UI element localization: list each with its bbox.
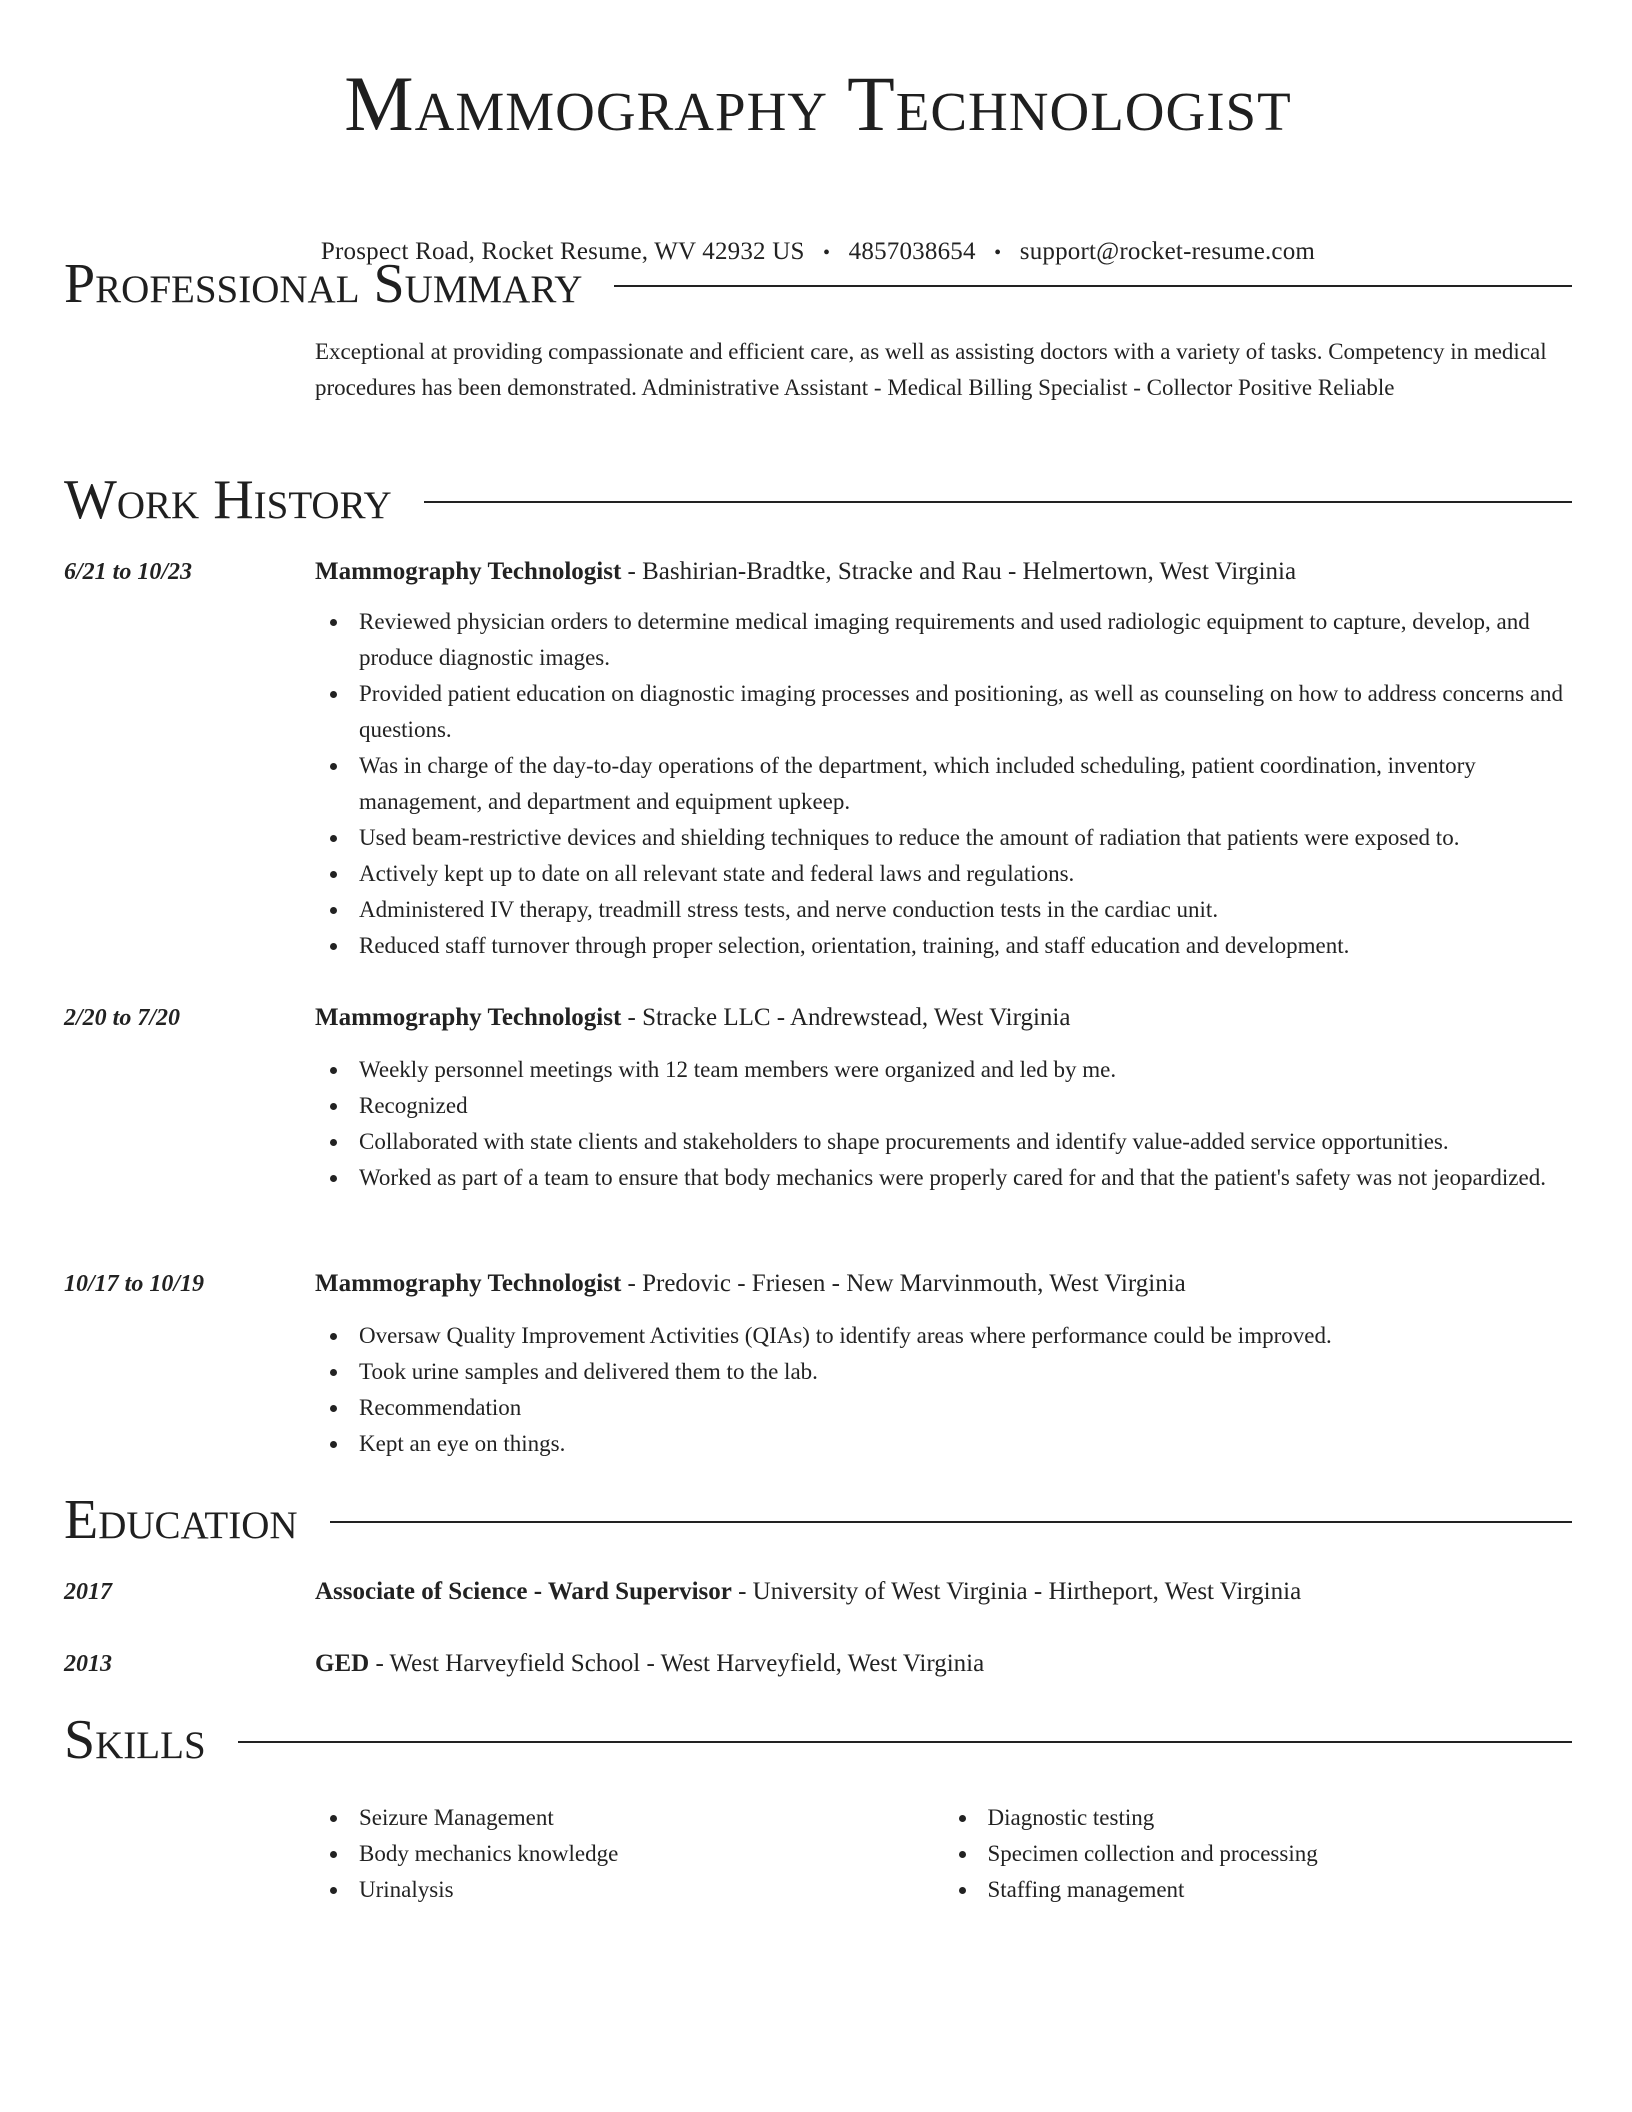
job-dates: 6/21 to 10/23 [64,559,193,585]
contact-separator: • [823,242,831,264]
job-entry [315,554,1572,964]
job-bullet: Reduced staff turnover through proper selection, orientation, training, and staff education and development. [315,928,1572,964]
education-degree: Associate of Science - Ward Supervisor [315,1578,732,1605]
skills-column-right [944,1800,1573,1908]
job-bullets [315,604,1572,964]
education-details: - West Harveyfield School - West Harveyfield, West Virginia [369,1650,985,1677]
job-bullet: Kept an eye on things. [315,1426,1572,1462]
contact-phone: 4857038654 [848,238,976,265]
job-bullets [315,1052,1572,1196]
job-bullet: Worked as part of a team to ensure that body mechanics were properly cared for and that the patient's safety was not jeopardized. [315,1160,1572,1196]
education-entry [315,1574,1572,1610]
job-bullets [315,1318,1572,1462]
section-divider [424,501,1572,503]
job-dates: 2/20 to 7/20 [64,1005,181,1031]
skill-item: Diagnostic testing [944,1800,1573,1836]
job-position: Mammography Technologist [315,1270,622,1297]
job-bullet: Recognized [315,1088,1572,1124]
section-title-skills: Skills [64,1709,206,1771]
section-title-work: Work History [64,469,392,531]
job-bullet: Used beam-restrictive devices and shielding techniques to reduce the amount of radiation that patients were exposed to. [315,820,1572,856]
job-details: - Stracke LLC - Andrewstead, West Virginia [621,1004,1071,1031]
skills-list [315,1800,1572,1908]
job-title-line [315,1000,1572,1036]
section-divider [330,1521,1572,1523]
skill-item: Specimen collection and processing [944,1836,1573,1872]
section-title-summary: Professional Summary [64,253,583,315]
section-title-education: Education [64,1489,298,1551]
job-title-line [315,554,1572,590]
skills-section-header [64,1708,1572,1772]
skill-item: Body mechanics knowledge [315,1836,944,1872]
summary-section-header [64,252,1572,316]
education-degree: GED [315,1650,370,1677]
resume-name: Mammography Technologist [344,60,1292,147]
job-entry [315,1000,1572,1196]
skills-column-left [315,1800,944,1908]
job-bullet: Recommendation [315,1390,1572,1426]
job-entry [315,1266,1572,1462]
contact-separator: • [994,242,1002,264]
education-entry [315,1646,1572,1682]
job-bullet: Took urine samples and delivered them to the lab. [315,1354,1572,1390]
education-details: - University of West Virginia - Hirtheport, West Virginia [731,1578,1302,1605]
education-section-header [64,1488,1572,1552]
job-details: - Predovic - Friesen - New Marvinmouth, West Virginia [621,1270,1186,1297]
skill-item: Seizure Management [315,1800,944,1836]
contact-email: support@rocket-resume.com [1019,238,1316,265]
education-year: 2013 [64,1651,112,1677]
job-bullet: Was in charge of the day-to-day operations of the department, which included scheduling, patient coordination, inventory management, and department and equipment upkeep. [315,748,1572,820]
job-bullet: Oversaw Quality Improvement Activities (QIAs) to identify areas where performance could be improved. [315,1318,1572,1354]
summary-text: Exceptional at providing compassionate and efficient care, as well as assisting doctors with a variety of tasks. Competency in medical procedures has been demonstrated. Administrative Assistant - Medical Billing Specialist - Collector Positive Reliable [315,339,1547,400]
contact-address: Prospect Road, Rocket Resume, WV 42932 US [320,238,805,265]
job-position: Mammography Technologist [315,1004,622,1031]
skill-item: Staffing management [944,1872,1573,1908]
section-divider [614,285,1572,287]
job-bullet: Reviewed physician orders to determine medical imaging requirements and used radiologic equipment to capture, develop, and produce diagnostic images. [315,604,1572,676]
job-bullet: Weekly personnel meetings with 12 team members were organized and led by me. [315,1052,1572,1088]
job-bullet: Provided patient education on diagnostic imaging processes and positioning, as well as counseling on how to address concerns and questions. [315,676,1572,748]
section-divider [238,1741,1572,1743]
job-bullet: Actively kept up to date on all relevant state and federal laws and regulations. [315,856,1572,892]
resume-page [64,0,1572,1902]
job-position: Mammography Technologist [315,558,622,585]
skill-item: Urinalysis [315,1872,944,1908]
job-bullet: Collaborated with state clients and stakeholders to shape procurements and identify value-added service opportunities. [315,1124,1572,1160]
work-section-header [64,468,1572,532]
job-bullet: Administered IV therapy, treadmill stress tests, and nerve conduction tests in the cardiac unit. [315,892,1572,928]
education-year: 2017 [64,1579,112,1605]
job-title-line [315,1266,1572,1302]
job-details: - Bashirian-Bradtke, Stracke and Rau - Helmertown, West Virginia [621,558,1297,585]
job-dates: 10/17 to 10/19 [64,1271,205,1297]
